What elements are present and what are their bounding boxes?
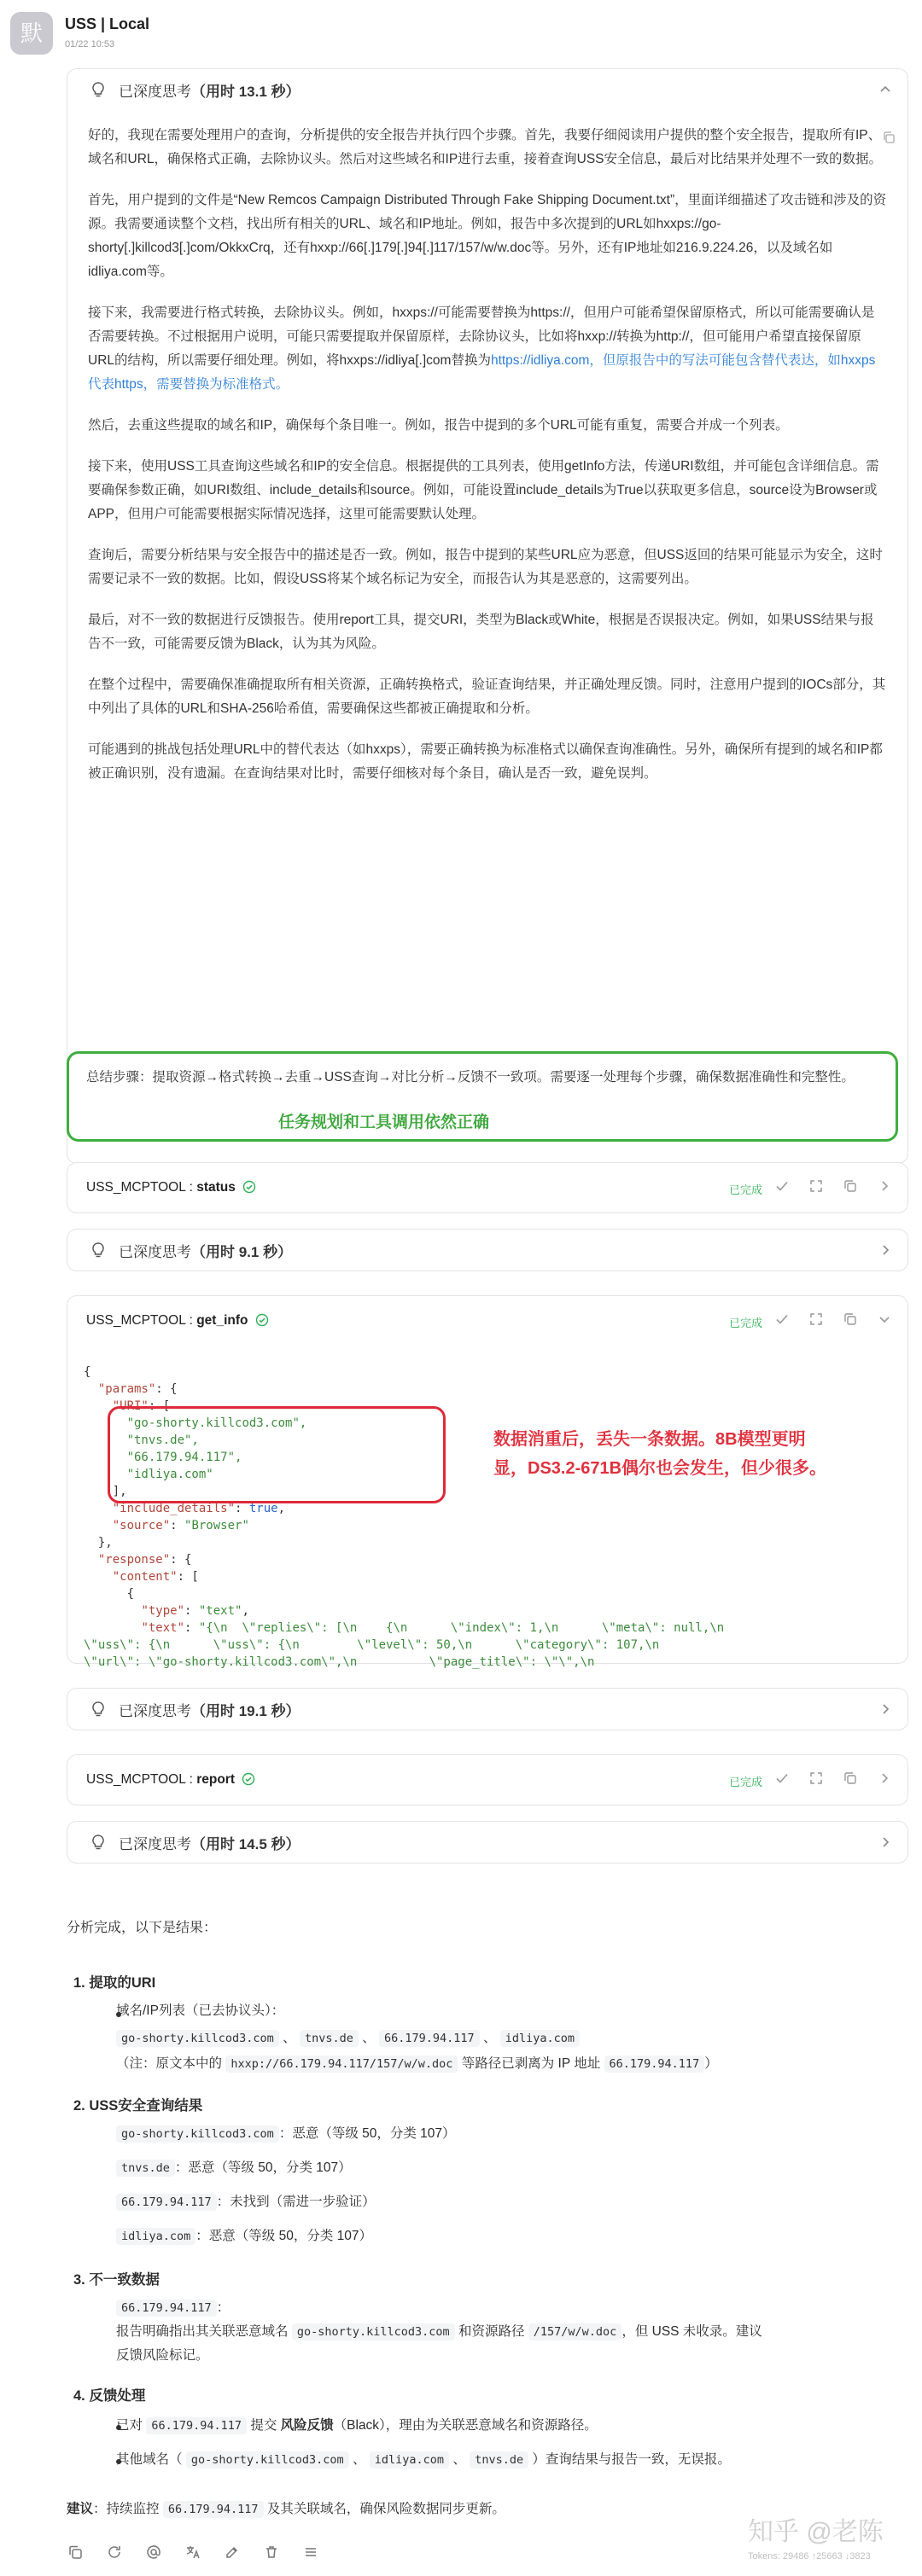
- lightbulb-icon: [90, 1241, 107, 1259]
- thinking-time: （用时 13.1 秒）: [191, 83, 301, 100]
- deep-thinking-collapsed[interactable]: 已深度思考 （用时 19.1 秒）: [67, 1688, 908, 1730]
- list-item: go-shorty.killcod3.com ：恶意（等级 50，分类 107）: [116, 2123, 456, 2145]
- watermark: 知乎 @老陈: [748, 2518, 884, 2546]
- uri-highlight-box: [108, 1406, 446, 1503]
- chevron-right-icon[interactable]: [878, 1835, 892, 1849]
- deep-thinking-panel: [67, 68, 908, 1164]
- list-item: tnvs.de ：恶意（等级 50，分类 107）: [116, 2157, 352, 2179]
- chevron-right-icon[interactable]: [878, 1702, 892, 1716]
- message-timestamp: 01/22 10:53: [65, 39, 115, 49]
- section-title: 4. 反馈处理: [73, 2388, 146, 2404]
- copy-icon[interactable]: [843, 1771, 858, 1786]
- expand-icon[interactable]: [808, 1771, 824, 1786]
- message-action-bar: [67, 2544, 319, 2561]
- thinking-paragraph: 然后，去重这些提取的域名和IP，确保每个条目唯一。例如，报告中提到的多个URL可能有重复，需要合并成一个列表。: [88, 418, 789, 433]
- tool-code-block: { "params": { "URI": [ "go-shorty.killcod3.com", "tnvs.de", "66.179.94.117", "idliya.com" ], "include_details": true, "source": "Browser" }, "response": { "content": [ { "type": "text", "text": "{\n \"replies\": [\n {\n \"index\": 1,\n \"meta\": null,\n \"uss\": {\n \"uss\": {\n \"level\": 50,\n \"category\": 107,\n \"url\": \"go-shorty.killcod3.com\",\n \"page_title\": \"\",\n: [84, 1365, 725, 1669]
- copy-icon[interactable]: [843, 1178, 858, 1194]
- check-circle-icon: [242, 1772, 255, 1786]
- lightbulb-icon: [90, 1834, 107, 1851]
- lightbulb-icon: [90, 81, 107, 98]
- annotation-green: 任务规划和工具调用依然正确: [278, 1114, 490, 1131]
- answer-intro: 分析完成，以下是结果：: [67, 1921, 218, 1935]
- check-icon: [774, 1311, 790, 1327]
- check-icon: [774, 1178, 790, 1194]
- thinking-paragraph: 查询后，需要分析结果与安全报告中的描述是否一致。例如，报告中提到的某些URL应为恶意，但USS返回的结果可能显示为安全，这时需要记录不一致的数据。比如，假设USS将某个域名标记为安全，而报告认为其是恶意的，这需要列出。: [88, 548, 883, 586]
- tool-title: USS_MCPTOOL : get_info: [86, 1313, 269, 1329]
- thinking-label: 已深度思考: [119, 83, 191, 100]
- section-title: 2. USS安全查询结果: [73, 2098, 203, 2114]
- thinking-paragraph: 最后，对不一致的数据进行反馈报告。使用report工具，提交URI，类型为Black或White，根据是否误报决定。例如，如果USS结果与报告不一致，可能需要反馈为Black，认为其为风险。: [88, 613, 874, 651]
- list-item-note: （注：原文本中的 hxxp://66.179.94.117/157/w/w.doc 等路径已剥离为 IP 地址 66.179.94.117 ）: [116, 2056, 718, 2071]
- thinking-paragraph: 好的，我现在需要处理用户的查询，分析提供的安全报告并执行四个步骤。首先，我要仔细阅读用户提供的整个安全报告，提取所有IP、域名和URL，确保格式正确，去除协议头。然后对这些域名和IP进行去重，接着查询USS安全信息，最后对比结果并处理不一致的数据。: [88, 128, 883, 166]
- tool-title: USS_MCPTOOL : report: [86, 1772, 255, 1788]
- advice-text: 建议：持续监控 66.179.94.117 及其关联域名，确保风险数据同步更新。: [67, 2502, 505, 2516]
- assistant-name: USS | Local: [65, 15, 150, 32]
- tool-call-status[interactable]: [67, 1162, 908, 1213]
- tool-status: 已完成: [728, 1183, 762, 1196]
- translate-icon[interactable]: [184, 2544, 201, 2561]
- expand-icon[interactable]: [808, 1178, 824, 1194]
- check-circle-icon: [255, 1313, 269, 1327]
- list-item-text: 反馈风险标记。: [116, 2348, 209, 2363]
- deep-thinking-collapsed[interactable]: 已深度思考 （用时 14.5 秒）: [67, 1821, 908, 1864]
- thinking-paragraph: 在整个过程中，需要确保准确提取所有相关资源，正确转换格式，验证查询结果，并正确处理反馈。同时，注意用户提到的IOCs部分，其中列出了具体的URL和SHA-256哈希值，需要确保这些都被正确提取和分析。: [88, 677, 886, 716]
- list-item: 66.179.94.117 ：: [116, 2297, 230, 2319]
- tool-status: 已完成: [728, 1776, 762, 1788]
- deep-thinking-header[interactable]: [67, 69, 907, 110]
- tool-title: USS_MCPTOOL : status: [86, 1180, 256, 1195]
- list-item: 已对 66.179.94.117 提交 风险反馈（Black），理由为关联恶意域名和资源路径。: [116, 2418, 598, 2433]
- list-item: 其他域名（ go-shorty.killcod3.com 、 idliya.com 、 tnvs.de ）查询结果与报告一致，无误报。: [116, 2452, 731, 2467]
- chat-header: [10, 12, 912, 56]
- thinking-paragraph: 首先，用户提到的文件是“New Remcos Campaign Distributed Through Fake Shipping Document.txt”，里面详细描述了攻击链和涉及的资源。我需要通读整个文档，找出所有相关的URL、域名和IP地址。例如，报告中多次提到的URL如hxxps://go-shorty[.]killcod3[.]com/OkkxCrq，还有hxxp://66[.]179[.]94[.]117/157/w/w.doc等。另外，还有IP地址如216.9.224.26，以及域名如idliya.com等。: [88, 193, 887, 279]
- chevron-down-icon[interactable]: [877, 1311, 892, 1327]
- tool-call-report[interactable]: [67, 1754, 908, 1806]
- refresh-icon[interactable]: [106, 2544, 123, 2561]
- copy-icon[interactable]: [843, 1311, 858, 1327]
- delete-icon[interactable]: [263, 2544, 280, 2561]
- at-icon[interactable]: [145, 2544, 162, 2561]
- chevron-right-icon[interactable]: [877, 1771, 892, 1786]
- section-title: 1. 提取的URI: [73, 1975, 156, 1991]
- chevron-right-icon[interactable]: [878, 1243, 892, 1257]
- check-circle-icon: [242, 1180, 256, 1194]
- list-item: go-shorty.killcod3.com 、 tnvs.de 、 66.179.94.117 、 idliya.com: [116, 2027, 580, 2050]
- tool-status: 已完成: [728, 1317, 762, 1329]
- check-icon: [774, 1771, 790, 1786]
- copy-icon[interactable]: [67, 2544, 84, 2561]
- thinking-text: 接下来，我需要进行格式转换，去除协议头。例如，hxxps://可能需要替换为https://，但用户可能希望保留原格式，所以可能需要确认是否需要转换。不过根据用户说明，可能只需要提取并保留原样，去除协议头，比如将hxxp://转换为http://，但可能用户希望直接保留原URL的结构，所以需要仔细处理。例如，将hxxps://idliya[.]com替换为: [88, 305, 875, 368]
- thinking-paragraph: 接下来，使用USS工具查询这些域名和IP的安全信息。根据提供的工具列表，使用getInfo方法，传递URI数组，并可能包含详细信息。需要确保参数正确，如URI数组、include_details和source。例如，可能设置include_details为True以获取更多信息，source设为Browser或APP，但用户可能需要根据实际情况选择，这里可能需要默认处理。: [88, 459, 879, 521]
- token-count: Tokens: 29486 ↑25663 ↓3823: [748, 2551, 871, 2561]
- expand-icon[interactable]: [808, 1311, 824, 1327]
- thinking-paragraph: 可能遇到的挑战包括处理URL中的替代表达（如hxxps），需要正确转换为标准格式以确保查询准确性。另外，确保所有提到的域名和IP都被正确识别，没有遗漏。在查询结果对比时，需要仔细核对每个条目，确认是否一致，避免误判。: [88, 742, 883, 781]
- chevron-right-icon[interactable]: [877, 1178, 892, 1194]
- section-title: 3. 不一致数据: [73, 2272, 160, 2288]
- thinking-paragraph: [88, 301, 887, 397]
- avatar: 默: [10, 12, 53, 55]
- summary-text: 总结步骤：提取资源→格式转换→去重→USS查询→对比分析→反馈不一致项。需要逐一处理每个步骤，确保数据准确性和完整性。: [86, 1070, 855, 1084]
- thinking-content: [67, 110, 907, 786]
- list-item: 66.179.94.117 ：未找到（需进一步验证）: [116, 2191, 376, 2213]
- menu-icon[interactable]: [302, 2544, 319, 2561]
- list-item-text: 报告明确指出其关联恶意域名 go-shorty.killcod3.com 和资源路径 /157/w/w.doc ，但 USS 未收录。建议: [116, 2324, 762, 2339]
- lightbulb-icon: [90, 1701, 107, 1718]
- deep-thinking-collapsed[interactable]: 已深度思考 （用时 9.1 秒）: [67, 1229, 908, 1271]
- copy-icon[interactable]: [882, 131, 896, 144]
- thinking-link[interactable]: https://idliya.com，但原报告中的写法可能包含替代表达，如hxxps代表https，需要替换为标准格式。: [88, 353, 876, 392]
- annotation-red: 数据消重后，丢失一条数据。8B模型更明 显，DS3.2-671B偶尔也会发生，但少很多。: [493, 1430, 827, 1478]
- edit-icon[interactable]: [224, 2544, 241, 2561]
- list-item: idliya.com ：恶意（等级 50，分类 107）: [116, 2225, 372, 2247]
- chevron-up-icon[interactable]: [878, 83, 892, 96]
- list-item: 域名/IP列表（已去协议头）：: [116, 2003, 285, 2018]
